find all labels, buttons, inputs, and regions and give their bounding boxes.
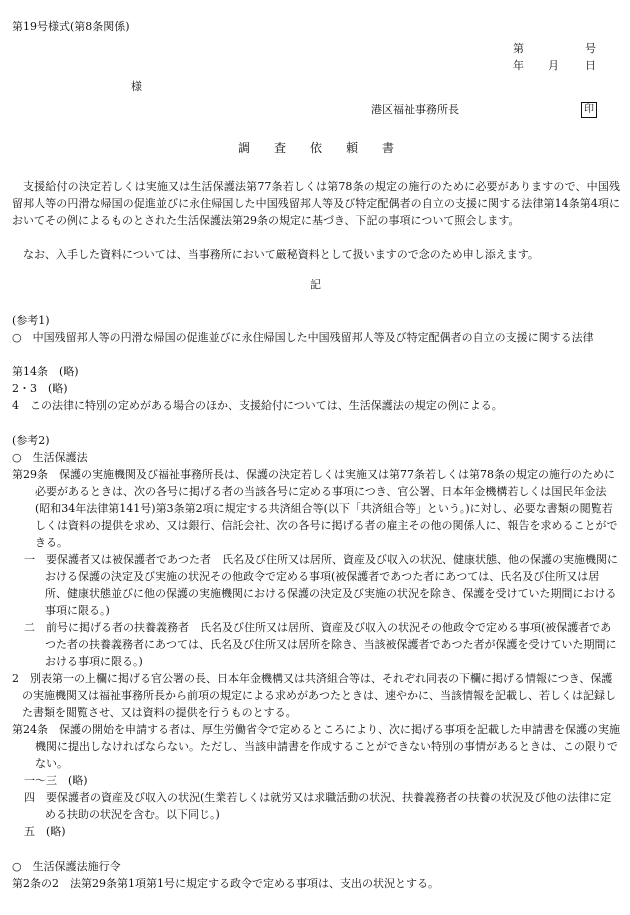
ref2-article-24-item-4: 四 要保護者の資産及び収入の状況(生業若しくは就労又は求職活動の状況、扶養義務者の扶養の状況及び他の法律に定める扶助の状況を含む。以下同じ。) — [24, 791, 612, 821]
ref2-heading: (参考2) — [12, 434, 50, 447]
ref2-article-29-item-1: 一 要保護者又は被保護者であつた者 氏名及び住所又は居所、資産及び収入の状況、健康状態、他の保護の実施機関における保護の決定及び実施の状況その他政令で定める事項(被保護者であつた者にあつては、氏名及び住所又は居所、健康状態並びに他の保護の実施機関における保護の決定及び実施の状況を除き、保護を受けていた期間における事項に限る。) — [24, 553, 618, 617]
ref1-law-title: ○ 中国残留邦人等の円滑な帰国の促進並びに永住帰国した中国残留邦人等及び特定配偶者の自立の支援に関する法律 — [12, 331, 594, 344]
doc-number-prefix: 第 — [513, 42, 524, 55]
title-char: 調 — [238, 141, 251, 155]
ref1-article-14: 第14条 (略) — [12, 365, 79, 378]
sender-name: 港区福祉事務所長 — [371, 103, 459, 116]
date-month: 月 — [548, 59, 559, 72]
title-char: 書 — [382, 141, 395, 155]
ref1-heading: (参考1) — [12, 314, 50, 327]
date-year: 年 — [513, 59, 524, 72]
ref2-article-29: 第29条 保護の実施機関及び福祉事務所長は、保護の決定若しくは実施又は第77条若しくは第78条の規定の施行のために必要があるときは、次の各号に掲げる者の当該各号に定める事項につき、官公署、日本年金機構若しくは国民年金法(昭和34年法律第141号)第3条第2項に規定する共済組合等(以下「共済組合等」という。)に対し、必要な書類の閲覧若しくは資料の提供を求め、又は銀行、信託会社、次の各号に掲げる者の雇主その他の関係人に、報告を求めることができる。 — [12, 468, 618, 549]
title-char: 依 — [310, 141, 323, 155]
addressee-suffix: 様 — [131, 80, 142, 93]
ref3-article-2-2: 第2条の2 法第29条第1項第1号に規定する政令で定める事項は、支出の状況とする。 — [12, 877, 439, 890]
title-char: 査 — [274, 141, 287, 155]
doc-number-suffix: 号 — [585, 42, 596, 55]
ref2-article-24-item-5: 五 (略) — [24, 825, 66, 838]
ref2-law-title: ○ 生活保護法 — [12, 451, 88, 464]
ref2-article-29-para-2: 2 別表第一の上欄に掲げる官公署の長、日本年金機構又は共済組合等は、それぞれ同表の下欄に掲げる情報につき、保護の実施機関又は福祉事務所長から前項の規定による求めがあつたときは、速やかに、当該情報を記載し、若しくは記録した書類を閲覧させ、又は資料の提供を行うものとする。 — [12, 672, 616, 719]
date-day: 日 — [585, 59, 596, 72]
ref3-law-title: ○ 生活保護法施行令 — [12, 860, 121, 873]
ki-marker: 記 — [310, 278, 321, 291]
ref2-article-29-item-2: 二 前号に掲げる者の扶養義務者 氏名及び住所又は居所、資産及び収入の状況その他政令で定める事項(被保護者であつた者の扶養義務者にあつては、氏名及び住所又は居所を除き、当該被保護者であつた者が保護を受けていた期間における事項に限る。) — [24, 621, 617, 668]
form-label: 第19号様式(第8条関係) — [12, 20, 130, 33]
ref2-article-24-items-1-3: 一～三 (略) — [24, 774, 88, 787]
body-paragraph-2: なお、入手した資料については、当事務所において厳秘資料として扱いますので念のため申し添えます。 — [23, 248, 539, 261]
body-paragraph-1: 支援給付の決定若しくは実施又は生活保護法第77条若しくは第78条の規定の施行のために必要がありますので、中国残留邦人等の円滑な帰国の促進並びに永住帰国した中国残留邦人等及び特定配偶者の自立の支援に関する法律第14条第4項においてその例によるものとされた生活保護法第29条の規定に基づき、下記の事項について照会します。 — [12, 180, 620, 227]
ref1-item-4: 4 この法律に特別の定めがある場合のほか、支援給付については、生活保護法の規定の例による。 — [12, 399, 503, 412]
ref2-article-24: 第24条 保護の開始を申請する者は、厚生労働省令で定めるところにより、次に掲げる事項を記載した申請書を保護の実施機関に提出しなければならない。ただし、当該申請書を作成することができない特別の事情があるときは、この限りでない。 — [12, 723, 620, 770]
title-char: 頼 — [346, 141, 359, 155]
ref1-items-2-3: 2・3 (略) — [12, 382, 68, 395]
seal-stamp: 印 — [581, 102, 597, 118]
